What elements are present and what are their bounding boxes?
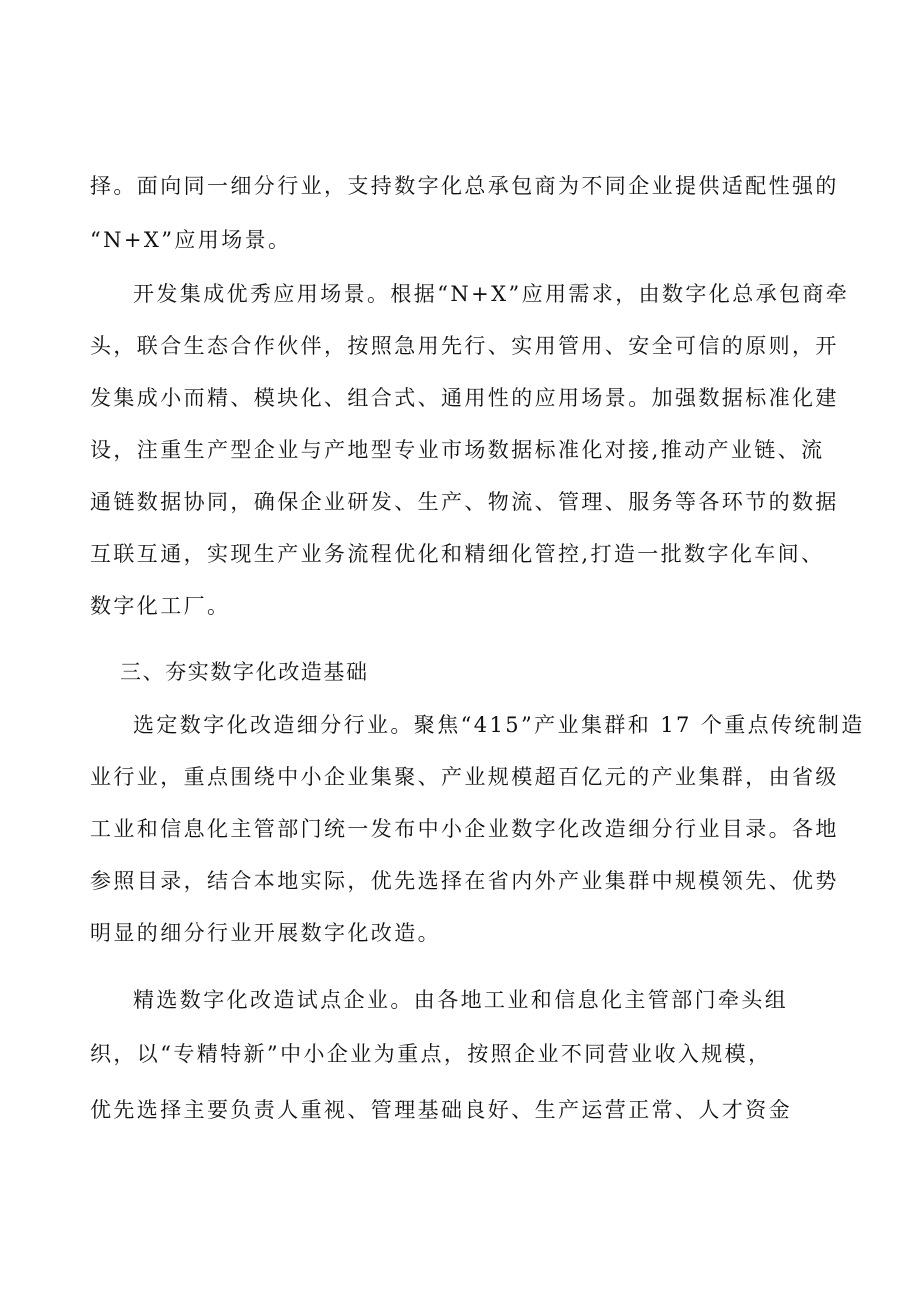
text-line: 头，联合生态合作伙伴，按照急用先行、实用管用、安全可信的原则，开 bbox=[90, 334, 839, 358]
text-line: “N+X”应用场景。 bbox=[90, 228, 292, 252]
section-heading: 三、夯实数字化改造基础 bbox=[120, 660, 369, 684]
text-line: 优先选择主要负责人重视、管理基础良好、生产运营正常、人才资金 bbox=[90, 1098, 792, 1122]
text-line: 择。面向同一细分行业，支持数字化总承包商为不同企业提供适配性强的 bbox=[90, 174, 839, 198]
text-line: 工业和信息化主管部门统一发布中小企业数字化改造细分行业目录。各地 bbox=[90, 817, 839, 841]
text-line: 通链数据协同，确保企业研发、生产、物流、管理、服务等各环节的数据 bbox=[90, 490, 839, 514]
paragraph-start-line: 开发集成优秀应用场景。根据“N+X”应用需求，由数字化总承包商牵 bbox=[133, 282, 850, 306]
text-line: 织，以“专精特新”中小企业为重点，按照企业不同营业收入规模， bbox=[90, 1042, 772, 1066]
paragraph-start-line: 精选数字化改造试点企业。由各地工业和信息化主管部门牵头组 bbox=[133, 988, 789, 1012]
text-line: 业行业，重点围绕中小企业集聚、产业规模超百亿元的产业集群，由省级 bbox=[90, 765, 839, 789]
text-line: 数字化工厂。 bbox=[90, 594, 231, 618]
text-line: 互联互通，实现生产业务流程优化和精细化管控,打造一批数字化车间、 bbox=[90, 542, 825, 566]
text-line: 发集成小而精、模块化、组合式、通用性的应用场景。加强数据标准化建 bbox=[90, 386, 839, 410]
text-line: 参照目录，结合本地实际，优先选择在省内外产业集群中规模领先、优势 bbox=[90, 869, 839, 893]
text-line: 明显的细分行业开展数字化改造。 bbox=[90, 921, 441, 945]
text-line: 设，注重生产型企业与产地型专业市场数据标准化对接,推动产业链、流 bbox=[90, 438, 825, 462]
paragraph-start-line: 选定数字化改造细分行业。聚焦“415”产业集群和 17 个重点传统制造 bbox=[133, 713, 865, 737]
